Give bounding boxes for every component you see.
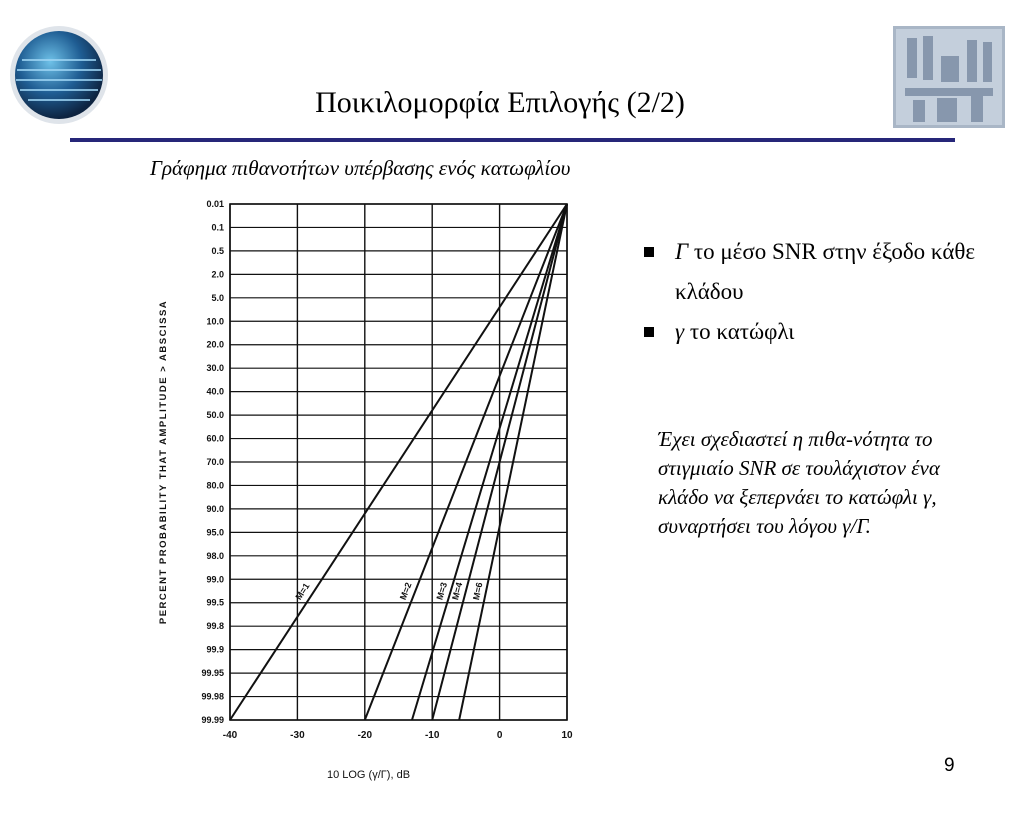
x-tick-label: -30	[290, 730, 305, 741]
bullet-item-threshold	[640, 312, 980, 352]
y-tick-label: 30.0	[206, 363, 224, 374]
series-label: M=2	[397, 581, 414, 602]
bullet-symbol: γ	[675, 319, 685, 344]
series-label: M=3	[434, 581, 450, 602]
x-tick-label: 0	[496, 730, 503, 741]
probability-chart	[150, 192, 595, 787]
y-tick-label: 99.98	[201, 691, 224, 702]
x-tick-label: -20	[357, 730, 373, 741]
bullet-square-icon	[644, 327, 654, 337]
globe-logo	[8, 24, 110, 126]
y-tick-label: 99.95	[201, 668, 224, 679]
y-tick-label: 40.0	[206, 386, 224, 397]
y-tick-label: 98.0	[206, 550, 224, 561]
y-tick-label: 0.5	[211, 245, 224, 256]
x-axis-title: 10 LOG (γ/Γ), dB	[326, 769, 411, 781]
slide-title: Ποικιλομορφία Επιλογής (2/2)	[315, 86, 685, 119]
y-tick-label: 60.0	[206, 433, 224, 444]
y-tick-label: 10.0	[206, 316, 224, 327]
y-tick-label: 99.0	[206, 574, 224, 585]
y-tick-label: 95.0	[206, 527, 224, 538]
x-tick-label: -40	[222, 730, 238, 741]
y-tick-label: 50.0	[206, 410, 224, 421]
bullet-item-snr	[640, 232, 980, 312]
y-tick-label: 99.99	[201, 715, 224, 725]
bullet-text: το κατώφλι	[684, 319, 795, 344]
y-tick-label: 20.0	[206, 339, 224, 350]
page-number: 9	[944, 755, 955, 776]
y-tick-label: 99.8	[206, 621, 224, 632]
series-label: M=4	[450, 581, 465, 601]
relief-image	[893, 26, 1005, 128]
y-tick-label: 70.0	[206, 457, 224, 467]
y-tick-label: 99.9	[206, 644, 224, 655]
bullet-square-icon	[644, 247, 654, 257]
y-tick-label: 5.0	[211, 292, 224, 303]
x-tick-label: 10	[561, 730, 573, 741]
y-tick-label: 2.0	[211, 269, 224, 280]
series-label: M=6	[471, 581, 485, 601]
y-tick-label: 0.1	[211, 222, 224, 233]
y-tick-label: 0.01	[206, 199, 224, 209]
bullet-text: το μέσο SNR στην έξοδο κάθε κλάδου	[675, 239, 976, 304]
series-label: M=1	[293, 581, 312, 602]
explanation-note: Έχει σχεδιαστεί η πιθα-νότητα το στιγμιαίο SNR σε τουλάχιστον ένα κλάδο να ξεπερνάει το κατώφλι γ, συναρτήσει του λόγου γ/Γ.	[658, 427, 940, 538]
y-tick-label: 80.0	[206, 480, 224, 491]
chart-caption: Γράφημα πιθανοτήτων υπέρβασης ενός κατωφλίου	[150, 156, 571, 180]
y-axis-title: PERCENT PROBABILITY THAT AMPLITUDE > ABSCISSA	[158, 299, 169, 625]
x-tick-label: -10	[424, 730, 440, 741]
bullet-symbol: Γ	[675, 239, 689, 264]
y-tick-label: 90.0	[206, 503, 224, 514]
title-divider	[70, 138, 955, 142]
y-tick-label: 99.5	[206, 597, 224, 608]
bullet-list	[640, 232, 980, 352]
